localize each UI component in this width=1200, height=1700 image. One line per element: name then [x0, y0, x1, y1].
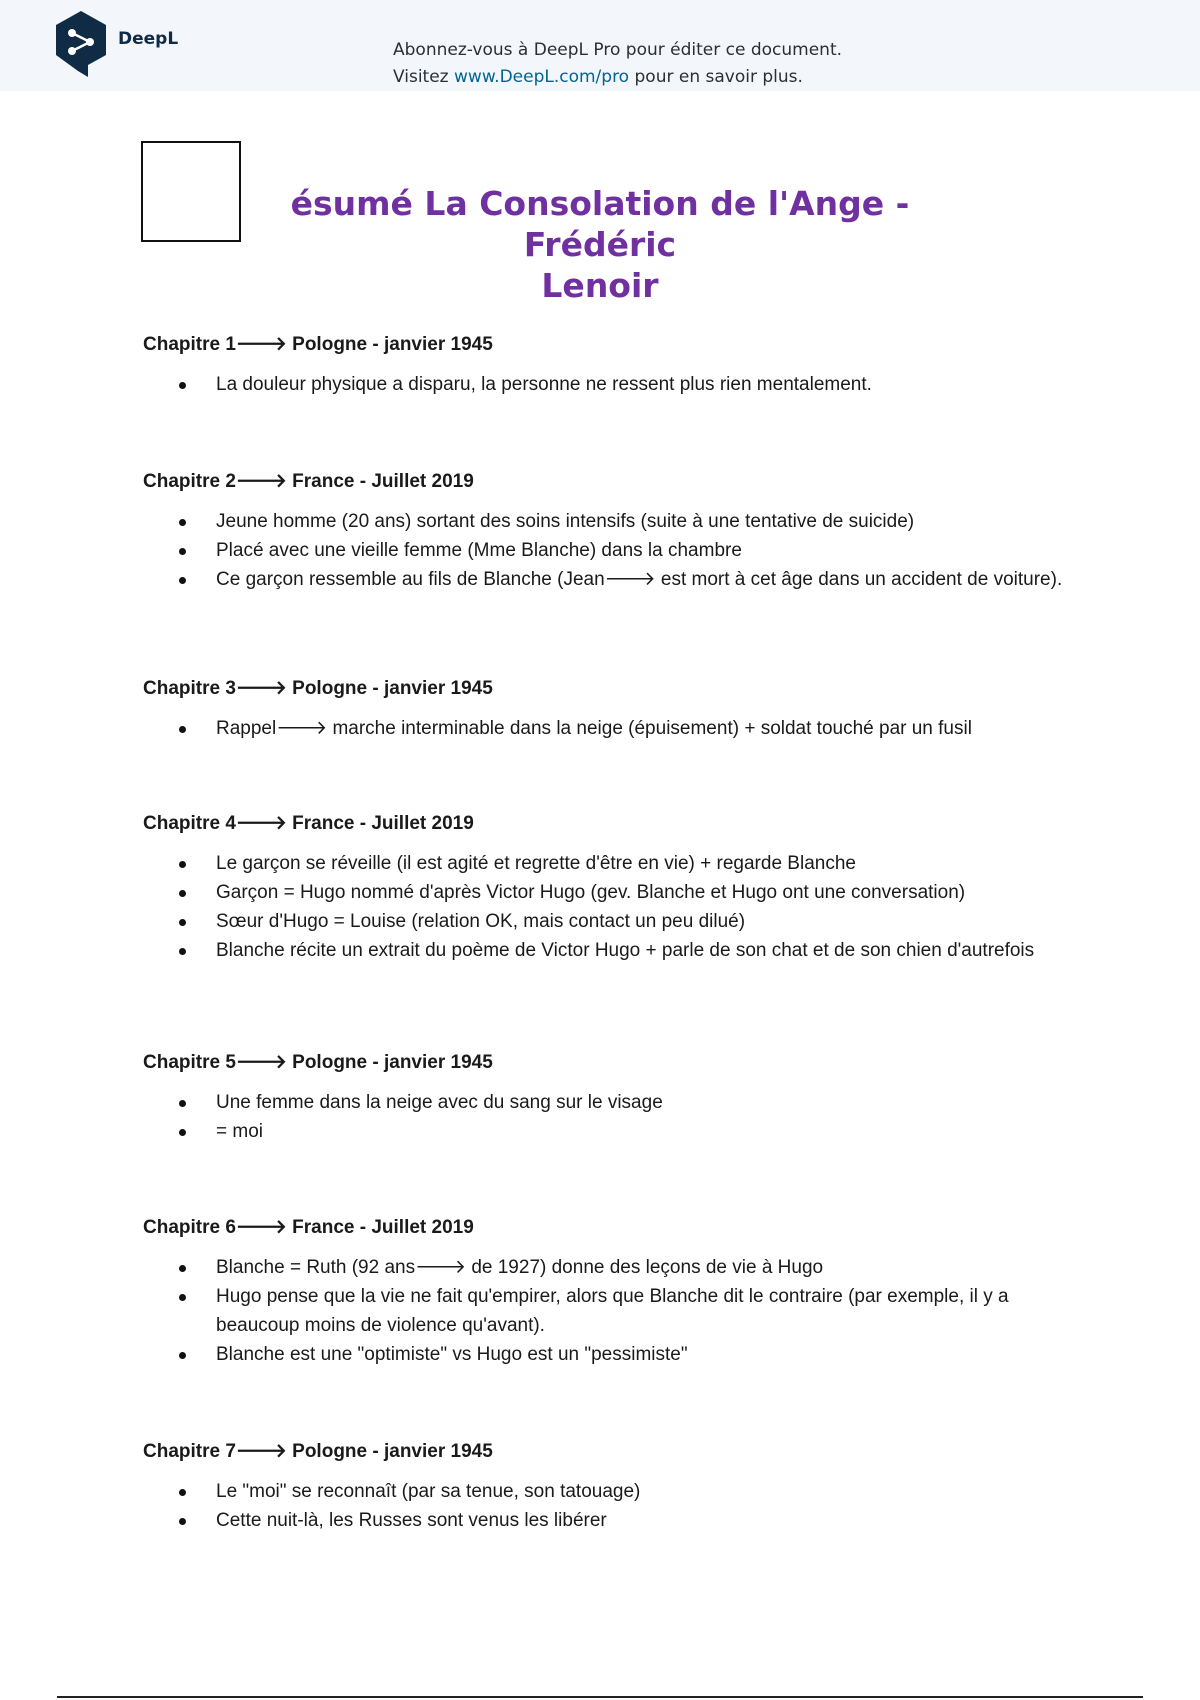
list-item-text: Rappel🡒 marche interminable dans la neige (épuisement) + soldat touché par un fusil	[216, 718, 972, 739]
list-item-text: = moi	[216, 1121, 263, 1142]
bullet-icon	[179, 1129, 186, 1136]
chapter-setting: France - Juillet 2019	[286, 1217, 474, 1238]
promo-text	[393, 37, 842, 91]
arrow-right-icon: 🡒	[235, 1052, 287, 1073]
list-item	[143, 1506, 1063, 1535]
chapter-heading	[143, 465, 1063, 499]
promo-prefix: Visitez	[393, 67, 455, 87]
chapter-1	[143, 328, 1063, 399]
bullet-list	[143, 1477, 1063, 1535]
deepl-banner	[0, 0, 1200, 91]
bullet-list	[143, 370, 1063, 399]
chapter-setting: France - Juillet 2019	[286, 471, 474, 492]
deepl-pro-link[interactable]: www.DeepL.com/pro	[454, 67, 630, 87]
bullet-icon	[179, 948, 186, 955]
bullet-list	[143, 849, 1063, 965]
list-item	[143, 507, 1063, 536]
chapter-setting: Pologne - janvier 1945	[286, 678, 493, 699]
list-item	[143, 1282, 1063, 1340]
bullet-icon	[179, 577, 186, 584]
chapter-heading	[143, 672, 1063, 706]
image-placeholder	[141, 141, 241, 242]
chapter-setting: Pologne - janvier 1945	[286, 334, 493, 355]
list-item	[143, 907, 1063, 936]
arrow-right-icon: 🡒	[235, 678, 287, 699]
list-item-text: Blanche récite un extrait du poème de Victor Hugo + parle de son chat et de son chien d'autrefois	[216, 940, 1035, 961]
chapter-heading	[143, 1046, 1063, 1080]
chapter-6	[143, 1211, 1063, 1369]
list-item	[143, 714, 1063, 743]
arrow-right-icon: 🡒	[235, 1217, 287, 1238]
chapter-label: Chapitre 7	[143, 1441, 236, 1462]
bullet-icon	[179, 1352, 186, 1359]
chapter-heading	[143, 1435, 1063, 1469]
arrow-right-icon: 🡒	[235, 1441, 287, 1462]
list-item	[143, 936, 1063, 965]
bullet-icon	[179, 861, 186, 868]
bullet-icon	[179, 1265, 186, 1272]
arrow-right-icon: 🡒	[235, 813, 287, 834]
chapter-setting: Pologne - janvier 1945	[286, 1052, 493, 1073]
list-item-text: Sœur d'Hugo = Louise (relation OK, mais contact un peu dilué)	[216, 911, 746, 932]
chapter-label: Chapitre 6	[143, 1217, 236, 1238]
title-line-1: ésumé La Consolation de l'Ange - Frédéric	[290, 184, 910, 264]
list-item	[143, 536, 1063, 565]
list-item	[143, 1253, 1063, 1282]
bullet-icon	[179, 1100, 186, 1107]
list-item-text: Le garçon se réveille (il est agité et regrette d'être en vie) + regarde Blanche	[216, 853, 856, 874]
arrow-right-icon: 🡒	[235, 471, 287, 492]
bullet-icon	[179, 519, 186, 526]
chapter-label: Chapitre 4	[143, 813, 236, 834]
chapter-label: Chapitre 1	[143, 334, 236, 355]
chapter-3	[143, 672, 1063, 743]
deepl-logo-icon[interactable]	[52, 9, 110, 79]
list-item-text: La douleur physique a disparu, la personne ne ressent plus rien mentalement.	[216, 374, 872, 395]
bullet-icon	[179, 1518, 186, 1525]
list-item-text: Le "moi" se reconnaît (par sa tenue, son tatouage)	[216, 1481, 641, 1502]
chapter-4	[143, 807, 1063, 965]
arrow-right-icon: 🡒	[235, 334, 287, 355]
chapter-5	[143, 1046, 1063, 1146]
list-item	[143, 849, 1063, 878]
chapter-setting: Pologne - janvier 1945	[286, 1441, 493, 1462]
list-item	[143, 1477, 1063, 1506]
list-item-text: Garçon = Hugo nommé d'après Victor Hugo (gev. Blanche et Hugo ont une conversation)	[216, 882, 966, 903]
bullet-icon	[179, 890, 186, 897]
chapter-label: Chapitre 2	[143, 471, 236, 492]
promo-line-2	[393, 64, 842, 91]
bullet-list	[143, 1088, 1063, 1146]
list-item	[143, 1340, 1063, 1369]
list-item-text: Blanche est une "optimiste" vs Hugo est un "pessimiste"	[216, 1344, 688, 1365]
bullet-icon	[179, 548, 186, 555]
chapter-label: Chapitre 3	[143, 678, 236, 699]
chapter-setting: France - Juillet 2019	[286, 813, 474, 834]
list-item	[143, 565, 1063, 594]
promo-line-1: Abonnez-vous à DeepL Pro pour éditer ce document.	[393, 40, 843, 60]
list-item-text: Placé avec une vieille femme (Mme Blanche) dans la chambre	[216, 540, 742, 561]
footer-divider	[57, 1696, 1143, 1698]
list-item	[143, 1117, 1063, 1146]
chapter-heading	[143, 807, 1063, 841]
bullet-icon	[179, 1489, 186, 1496]
bullet-icon	[179, 382, 186, 389]
list-item-text: Blanche = Ruth (92 ans🡒 de 1927) donne des leçons de vie à Hugo	[216, 1257, 824, 1278]
bullet-list	[143, 507, 1063, 594]
list-item-text: Cette nuit-là, les Russes sont venus les libérer	[216, 1510, 607, 1531]
bullet-icon	[179, 919, 186, 926]
chapter-2	[143, 465, 1063, 594]
title-line-2: Lenoir	[541, 266, 659, 305]
chapter-heading	[143, 328, 1063, 362]
list-item-text: Ce garçon ressemble au fils de Blanche (Jean🡒 est mort à cet âge dans un accident de voiture).	[216, 569, 1063, 590]
list-item-text: Une femme dans la neige avec du sang sur le visage	[216, 1092, 663, 1113]
list-item-text: Hugo pense que la vie ne fait qu'empirer, alors que Blanche dit le contraire (par exemple, il y a beaucoup moins de violence qu'avant).	[216, 1286, 1009, 1336]
bullet-list	[143, 714, 1063, 743]
list-item-text: Jeune homme (20 ans) sortant des soins intensifs (suite à une tentative de suicide)	[216, 511, 915, 532]
bullet-icon	[179, 1294, 186, 1301]
document-title	[230, 183, 970, 306]
brand-name[interactable]: DeepL	[118, 29, 179, 49]
chapter-7	[143, 1435, 1063, 1535]
list-item	[143, 878, 1063, 907]
chapter-label: Chapitre 5	[143, 1052, 236, 1073]
promo-suffix: pour en savoir plus.	[629, 67, 803, 87]
list-item	[143, 1088, 1063, 1117]
chapter-heading	[143, 1211, 1063, 1245]
list-item	[143, 370, 1063, 399]
bullet-list	[143, 1253, 1063, 1369]
bullet-icon	[179, 726, 186, 733]
